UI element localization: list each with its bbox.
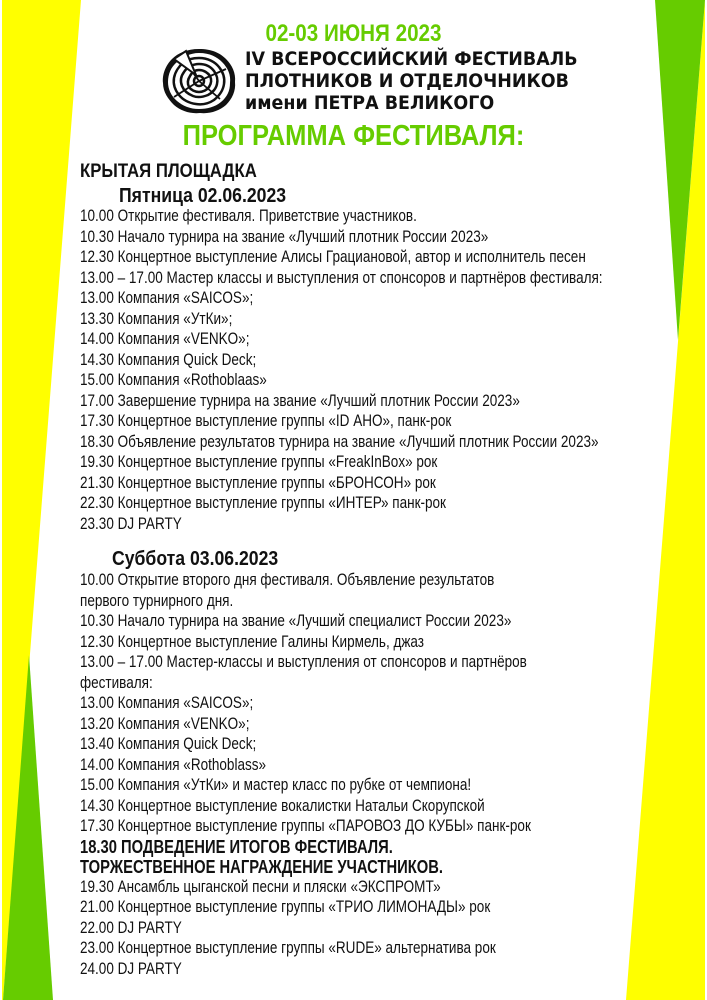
schedule-item: 23.30 DJ PARTY bbox=[80, 514, 182, 533]
festival-name-line2: ПЛОТНИКОВ И ОТДЕЛОЧНИКОВ bbox=[245, 70, 569, 92]
festival-dates: 02-03 ИЮНЯ 2023 bbox=[265, 20, 442, 47]
schedule-item: 21.30 Концертное выступление группы «БРОНСОН» рок bbox=[80, 473, 436, 492]
schedule-item: 14.30 Компания Quick Deck; bbox=[80, 350, 257, 369]
schedule-item: 21.00 Концертное выступление группы «ТРИО ЛИМОНАДЫ» рок bbox=[80, 898, 491, 916]
schedule-item: 22.30 Концертное выступление группы «ИНТЕР» панк-рок bbox=[80, 494, 446, 512]
festival-name-honoree: ПЕТРА ВЕЛИКОГО bbox=[313, 92, 495, 114]
schedule-item: фестиваля: bbox=[80, 673, 153, 692]
schedule-item: 13.00 Компания «SAICOS»; bbox=[80, 289, 254, 307]
schedule-item: 10.30 Начало турнира на звание «Лучший специалист России 2023» bbox=[80, 612, 512, 630]
schedule-item: 13.00 Компания «SAICOS»; bbox=[80, 694, 254, 712]
schedule-item: 12.30 Концертное выступление Алисы Грациановой, автор и исполнитель песен bbox=[80, 248, 586, 266]
schedule-item: 13.00 – 17.00 Мастер классы и выступления от спонсоров и партнёров фестиваля: bbox=[80, 268, 603, 287]
schedule-item: 13.40 Компания Quick Deck; bbox=[80, 735, 257, 753]
schedule-item: 14.00 Компания «Rothoblass» bbox=[80, 755, 267, 774]
schedule-item: 13.00 – 17.00 Мастер-классы и выступления от спонсоров и партнёров bbox=[80, 653, 527, 671]
program-title: ПРОГРАММА ФЕСТИВАЛЯ: bbox=[182, 120, 525, 152]
schedule-item: 15.00 Компания «УтКи» и мастер класс по рубке от чемпиона! bbox=[80, 776, 472, 794]
schedule-item: первого турнирного дня. bbox=[80, 591, 234, 610]
venue-heading: КРЫТАЯ ПЛОЩАДКА bbox=[80, 160, 257, 182]
schedule-item: 19.30 Концертное выступление группы «FreakInBox» рок bbox=[80, 453, 438, 471]
festival-name-line3 bbox=[245, 92, 578, 114]
schedule-item: 10.30 Начало турнира на звание «Лучший плотник России 2023» bbox=[80, 227, 489, 246]
schedule-item: 15.00 Компания «Rothoblaas» bbox=[80, 371, 267, 389]
schedule-item: 18.30 Объявление результатов турнира на звание «Лучший плотник России 2023» bbox=[80, 432, 599, 451]
tree-rings-icon bbox=[160, 47, 238, 115]
schedule-item: 22.00 DJ PARTY bbox=[80, 918, 182, 937]
day-heading-friday: Пятница 02.06.2023 bbox=[119, 184, 287, 207]
festival-name-line1: IV ВСЕРОССИЙСКИЙ ФЕСТИВАЛЬ bbox=[245, 48, 578, 70]
schedule-item: 19.30 Ансамбль цыганской песни и пляски «ЭКСПРОМТ» bbox=[80, 877, 441, 896]
schedule-item: 13.30 Компания «УтКи»; bbox=[80, 309, 233, 328]
schedule-item: 12.30 Концертное выступление Галины Кирмель, джаз bbox=[80, 632, 425, 651]
schedule-item: 17.00 Завершение турнира на звание «Лучший плотник России 2023» bbox=[80, 391, 520, 410]
schedule-item: 13.20 Компания «VENKO»; bbox=[80, 714, 250, 733]
schedule-saturday bbox=[80, 570, 531, 979]
festival-name-prefix: имени bbox=[245, 92, 308, 114]
schedule-item: 23.00 Концертное выступление группы «RUDE» альтернатива рок bbox=[80, 939, 496, 957]
schedule-item: 10.00 Открытие фестиваля. Приветствие участников. bbox=[80, 207, 417, 225]
schedule-item: 14.00 Компания «VENKO»; bbox=[80, 330, 250, 348]
festival-name bbox=[245, 48, 578, 114]
schedule-item: 24.00 DJ PARTY bbox=[80, 959, 182, 978]
schedule-friday bbox=[80, 206, 603, 534]
schedule-item: 17.30 Концертное выступление группы «ПАРОВОЗ ДО КУБЫ» панк-рок bbox=[80, 817, 531, 835]
schedule-item: 17.30 Концертное выступление группы «ID АНО», панк-рок bbox=[80, 412, 452, 430]
schedule-item: ТОРЖЕСТВЕННОЕ НАГРАЖДЕНИЕ УЧАСТНИКОВ. bbox=[80, 856, 444, 877]
schedule-item: 18.30 ПОДВЕДЕНИЕ ИТОГОВ ФЕСТИВАЛЯ. bbox=[80, 836, 393, 857]
day-heading-saturday: Суббота 03.06.2023 bbox=[112, 547, 279, 570]
schedule-item: 14.30 Концертное выступление вокалистки Натальи Скорупской bbox=[80, 796, 485, 815]
schedule-item: 10.00 Открытие второго дня фестиваля. Объявление результатов bbox=[80, 571, 495, 589]
